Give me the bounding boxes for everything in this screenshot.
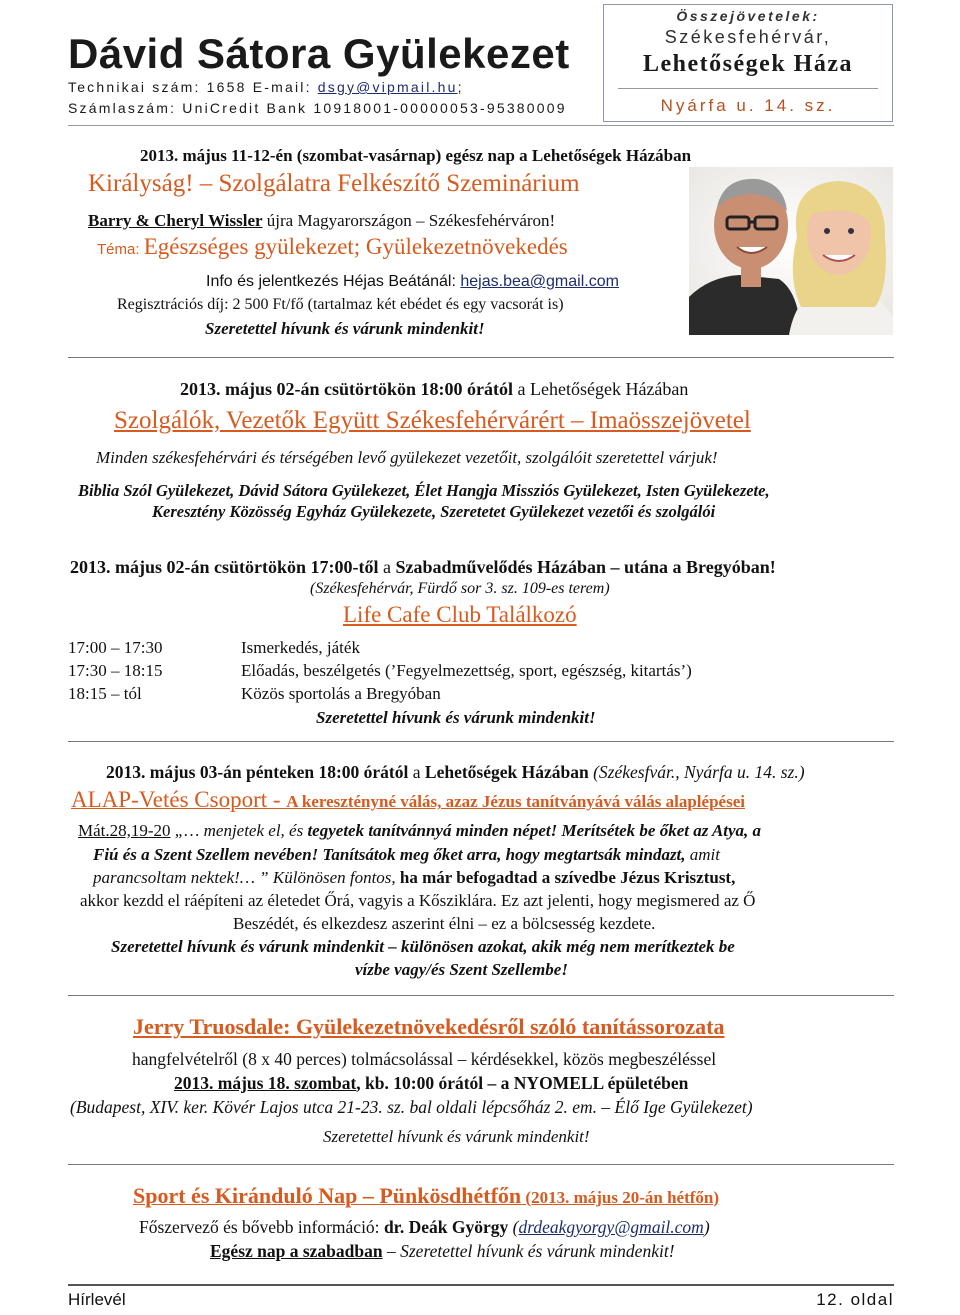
s1-info <box>206 273 619 291</box>
s2-date-main: 2013. május 02-án csütörtökön 18:00 órától <box>180 379 513 399</box>
s4-date-address: (Székesfvár., Nyárfa u. 14. sz.) <box>588 762 805 782</box>
s1-welcome: Szeretettel hívunk és várunk mindenkit! <box>205 319 485 338</box>
s1-theme-label: Téma: <box>97 241 144 258</box>
s1-theme-text: Egészséges gyülekezet; Gyülekezetnövekedés <box>143 234 568 259</box>
s6-title-main: Sport és Kiránduló Nap – Pünkösdhétfőn <box>133 1183 522 1208</box>
s4-verse-2a: Fiú és a Szent Szellem nevében! Tanítsátok meg őket arra, hogy megtartsák mindazt, <box>93 845 686 864</box>
s4-verse-3b: ha már befogadtad a szívedbe Jézus Krisztust, <box>399 868 736 887</box>
s6-title-date: (2013. május 20-án hétfőn) <box>521 1188 720 1207</box>
meetings-box <box>603 4 893 122</box>
s3-date-main: 2013. május 02-án csütörtökön 17:00-től <box>70 557 379 577</box>
s4-date-sep: a <box>408 762 425 782</box>
s1-guests <box>88 211 555 231</box>
s6-day-welcome: – Szeretettel hívunk és várunk mindenkit! <box>382 1241 675 1261</box>
s6-day <box>210 1241 675 1262</box>
schedule-desc-1: Ismerkedés, játék <box>241 638 360 657</box>
s6-org-paren-close: ) <box>703 1217 710 1237</box>
meetings-venue: Lehetőségek Háza <box>643 51 853 77</box>
header-divider <box>68 125 894 126</box>
s6-day-main: Egész nap a szabadban <box>210 1241 383 1261</box>
s6-organizer <box>139 1217 710 1238</box>
s4-verse-1b: tegyetek tanítvánnyá minden népet! Merítsétek be őket az Atya, a <box>307 821 762 840</box>
s1-fee: Regisztrációs díj: 2 500 Ft/fő (tartalmaz két ebédet és egy vacsorát is) <box>117 296 564 313</box>
s4-verse-line3 <box>93 868 735 888</box>
footer-divider <box>68 1284 894 1286</box>
s1-guests-rest: újra Magyarországon – Székesfehérváron! <box>262 211 556 230</box>
footer-page-number: 12. oldal <box>816 1290 894 1309</box>
s1-info-email-link[interactable]: hejas.bea@gmail.com <box>460 273 619 290</box>
s5-desc: hangfelvételről (8 x 40 perces) tolmácsolással – kérdésekkel, közös megbeszéléssel <box>132 1049 717 1069</box>
s4-date-main: 2013. május 03-án pénteken 18:00 órától <box>106 762 409 782</box>
schedule-time-2: 17:30 – 18:15 <box>68 661 163 680</box>
header-email-link[interactable]: dsgy@vipmail.hu <box>317 79 458 95</box>
s6-org-email-link[interactable]: drdeakgyorgy@gmail.com <box>518 1217 704 1237</box>
s5-date-rest: , kb. 10:00 órától – a NYOMELL épületében <box>356 1073 689 1093</box>
s3-welcome: Szeretettel hívunk és várunk mindenkit! <box>316 708 596 727</box>
s2-invite: Minden székesfehérvári és térségében levő gyülekezet vezetőit, szolgálóit szeretettel várjuk! <box>96 448 718 467</box>
schedule-desc-2: Előadás, beszélgetés (’Fegyelmezettség, sport, egészség, kitartás’) <box>241 661 692 680</box>
meetings-label: Összejövetelek: <box>676 8 820 24</box>
s6-org-label: Főszervező és bővebb információ: <box>139 1217 384 1237</box>
s3-date <box>70 557 776 578</box>
s6-org-paren-open: ( <box>508 1217 519 1237</box>
s2-churches-line1: Biblia Szól Gyülekezet, Dávid Sátora Gyülekezet, Élet Hangja Missziós Gyülekezet, Isten Gyülekezete, <box>78 481 770 500</box>
meetings-divider <box>618 88 878 89</box>
s4-title-sub: A keresztényné válás, azaz Jézus tanítványává válás alaplépései <box>286 792 745 811</box>
s2-churches-line2: Keresztény Közösség Egyház Gyülekezete, Szeretetet Gyülekezet vezetői és szolgálói <box>152 502 716 521</box>
meetings-city: Székesfehérvár, <box>664 27 832 47</box>
s2-date <box>180 379 688 400</box>
bank-account-line: Számlaszám: UniCredit Bank 10918001-00000053-95380009 <box>68 100 567 116</box>
speakers-photo-image <box>689 167 893 335</box>
footer-label: Hírlevél <box>68 1290 126 1309</box>
s5-place: (Budapest, XIV. ker. Kövér Lajos utca 21-23. sz. bal oldali lépcsőház 2. em. – Élő Ige Gyülekezet) <box>70 1097 753 1117</box>
s4-welcome-line2: vízbe vagy/és Szent Szellembe! <box>355 960 568 979</box>
s4-title <box>71 787 745 813</box>
section-divider-2 <box>68 741 894 742</box>
tech-info-line <box>68 79 464 95</box>
s4-verse-line2 <box>93 845 720 865</box>
s3-date-sep: a <box>378 557 396 577</box>
s4-title-main: ALAP-Vetés Csoport - <box>71 787 287 812</box>
s5-date <box>174 1073 688 1094</box>
s4-verse-line1 <box>78 821 761 841</box>
s2-date-place: a Lehetőségek Házában <box>513 379 689 399</box>
s4-paragraph-line4: akkor kezdd el ráépíteni az életedet Őrá, vagyis a Kősziklára. Ez azt jelenti, hogy megismered az Ő <box>80 891 756 910</box>
s3-date-place: Szabadművelődés Házában – utána a Bregyóban! <box>395 557 776 577</box>
newsletter-title: Dávid Sátora Gyülekezet <box>68 30 570 77</box>
s2-title: Szolgálók, Vezetők Együtt Székesfehérvárért – Imaösszejövetel <box>114 407 751 434</box>
section-divider-3 <box>68 995 894 996</box>
s4-verse-2b: amit <box>685 845 721 864</box>
s4-paragraph-line5: Beszédét, és elkezdesz aszerint élni – ez a bölcsesség kezdete. <box>233 914 656 933</box>
tech-info-text: Technikai szám: 1658 E-mail: <box>68 79 318 95</box>
schedule-time-1: 17:00 – 17:30 <box>68 638 163 657</box>
s1-date: 2013. május 11-12-én (szombat-vasárnap) egész nap a Lehetőségek Házában <box>140 146 692 165</box>
meetings-address: Nyárfa u. 14. sz. <box>660 96 836 115</box>
section-divider-4 <box>68 1164 894 1165</box>
s4-verse-1a: „… menjetek el, és <box>170 821 308 840</box>
s4-verse-ref: Mát.28,19-20 <box>78 821 171 840</box>
s3-title: Life Cafe Club Találkozó <box>343 602 577 627</box>
schedule-desc-3: Közös sportolás a Bregyóban <box>241 684 441 703</box>
s4-verse-3a: parancsoltam nektek!… ” Különösen fontos, <box>93 868 400 887</box>
s5-title: Jerry Truosdale: Gyülekezetnövekedésről szóló tanítássorozata <box>133 1014 725 1039</box>
section-divider-1 <box>68 357 894 358</box>
speakers-photo <box>689 167 893 335</box>
s5-welcome: Szeretettel hívunk és várunk mindenkit! <box>323 1127 590 1146</box>
s5-date-main: 2013. május 18. szombat <box>174 1073 357 1093</box>
tech-info-end: ; <box>457 79 464 95</box>
s6-title <box>133 1183 719 1209</box>
s1-guests-names: Barry & Cheryl Wissler <box>88 211 263 230</box>
s1-info-text: Info és jelentkezés Héjas Beátánál: <box>206 273 461 290</box>
s6-org-name: dr. Deák György <box>383 1217 509 1237</box>
s4-welcome-line1: Szeretettel hívunk és várunk mindenkit – különösen azokat, akik még nem merítkeztek be <box>111 937 735 956</box>
schedule-time-3: 18:15 – tól <box>68 684 142 703</box>
s1-title: Királyság! – Szolgálatra Felkészítő Szeminárium <box>88 170 580 197</box>
s1-theme <box>97 234 568 260</box>
s4-date <box>106 762 805 783</box>
s4-date-venue: Lehetőségek Házában <box>424 762 589 782</box>
s3-place: (Székesfehérvár, Fürdő sor 3. sz. 109-es terem) <box>310 580 610 597</box>
